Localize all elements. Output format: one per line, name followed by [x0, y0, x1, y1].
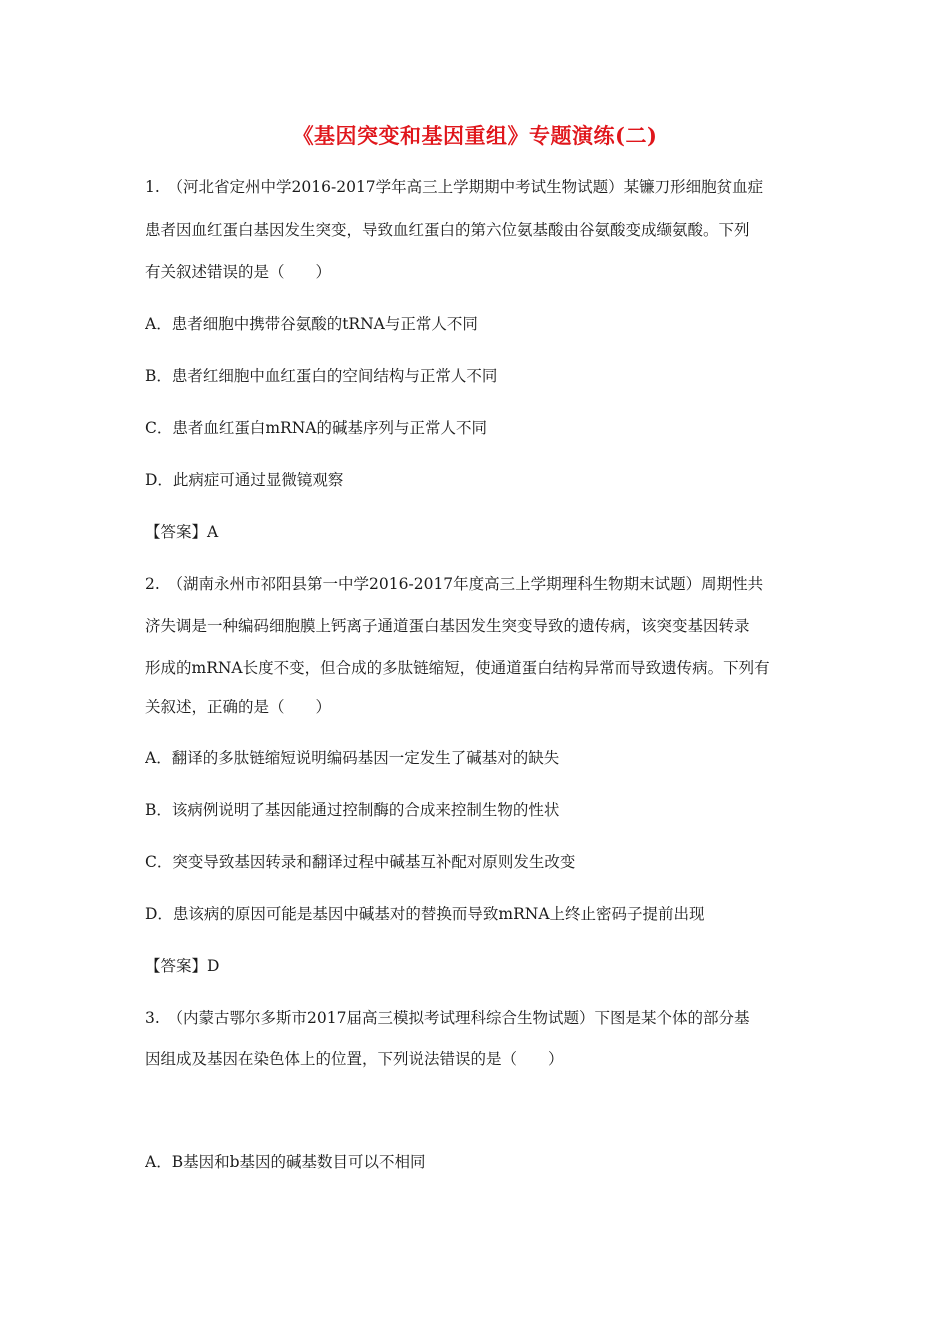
question-2-option-c: C．突变导致基因转录和翻译过程中碱基互补配对原则发生改变 — [145, 853, 576, 871]
question-2-option-b: B．该病例说明了基因能通过控制酶的合成来控制生物的性状 — [145, 801, 560, 819]
question-1-option-a: A．患者细胞中携带谷氨酸的tRNA与正常人不同 — [145, 315, 478, 333]
question-3-stem-line-1: 3. （内蒙古鄂尔多斯市2017届高三模拟考试理科综合生物试题）下图是某个体的部分基 — [145, 1009, 750, 1027]
question-2-stem-line-4: 关叙述，正确的是（ ） — [145, 698, 332, 716]
question-1-answer: 【答案】A — [145, 523, 219, 541]
question-2-option-d: D．患该病的原因可能是基因中碱基对的替换而导致mRNA上终止密码子提前出现 — [145, 905, 705, 923]
question-1-option-c: C．患者血红蛋白mRNA的碱基序列与正常人不同 — [145, 419, 487, 437]
question-2-stem-line-1: 2. （湖南永州市祁阳县第一中学2016-2017年度高三上学期理科生物期末试题）周期性共 — [145, 575, 764, 593]
question-3-stem-line-2: 因组成及基因在染色体上的位置，下列说法错误的是（ ） — [145, 1050, 564, 1068]
question-2-stem-line-2: 济失调是一种编码细胞膜上钙离子通道蛋白基因发生突变导致的遗传病，该突变基因转录 — [145, 617, 750, 635]
question-2-option-a: A．翻译的多肽链缩短说明编码基因一定发生了碱基对的缺失 — [145, 749, 560, 767]
document-title: 《基因突变和基因重组》专题演练(二) — [292, 123, 658, 148]
question-2-answer: 【答案】D — [145, 957, 220, 975]
question-1-option-b: B．患者红细胞中血红蛋白的空间结构与正常人不同 — [145, 367, 498, 385]
question-2-stem-line-3: 形成的mRNA长度不变，但合成的多肽链缩短，使通道蛋白结构异常而导致遗传病。下列有 — [145, 659, 770, 677]
question-1-stem-line-3: 有关叙述错误的是（ ） — [145, 263, 332, 281]
question-1-stem-line-1: 1. （河北省定州中学2016-2017学年高三上学期期中考试生物试题）某镰刀形细胞贫血症 — [145, 178, 764, 196]
question-1-stem-line-2: 患者因血红蛋白基因发生突变，导致血红蛋白的第六位氨基酸由谷氨酸变成缬氨酸。下列 — [145, 221, 750, 239]
question-1-option-d: D．此病症可通过显微镜观察 — [145, 471, 344, 489]
question-3-option-a: A．B基因和b基因的碱基数目可以不相同 — [145, 1153, 426, 1171]
